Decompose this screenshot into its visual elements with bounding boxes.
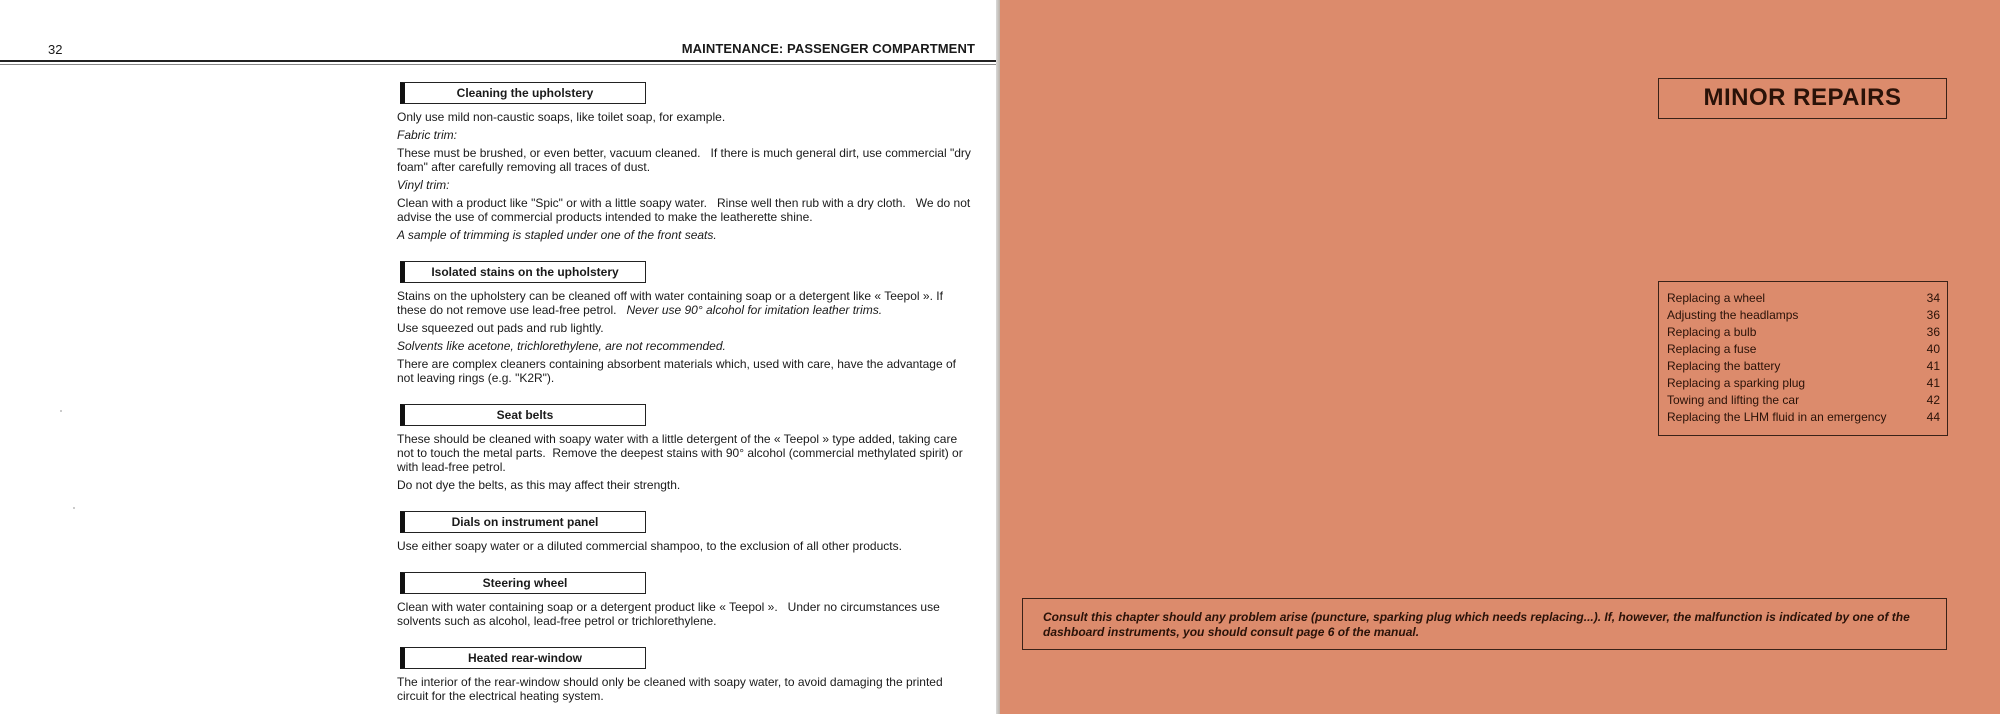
section [397, 404, 974, 492]
toc-item [1667, 307, 1940, 324]
left-page [0, 0, 996, 714]
toc-item-label: Adjusting the headlamps [1667, 308, 1799, 322]
toc-item [1667, 358, 1940, 375]
section-title: Cleaning the upholstery [400, 82, 646, 104]
section-title: Isolated stains on the upholstery [400, 261, 646, 283]
paragraph-italic-text: Never use 90° alcohol for imitation leather trims. [626, 303, 883, 317]
section-paragraph: Solvents like acetone, trichlorethylene, are not recommended. [397, 339, 726, 353]
toc-item-page: 34 [1926, 291, 1940, 305]
toc-item-page: 36 [1926, 308, 1940, 322]
section-paragraph [397, 289, 974, 317]
page-number: 32 [48, 42, 63, 57]
toc-item-page: 41 [1926, 376, 1940, 390]
section-paragraph: There are complex cleaners containing absorbent materials which, used with care, have the advantage of not leaving rings (e.g. "K2R"). [397, 357, 960, 385]
toc-item [1667, 375, 1940, 392]
table-of-contents [1658, 281, 1948, 436]
section-paragraph: Clean with a product like "Spic" or with a little soapy water. Rinse well then rub with a dry cloth. We do not advise the use of commercial products intended to make the leatherette shine. [397, 196, 974, 224]
toc-item-page: 41 [1926, 359, 1940, 373]
toc-item-label: Replacing the battery [1667, 359, 1781, 373]
margin-speck [60, 410, 62, 412]
header-rule-thin [0, 64, 996, 65]
section-title: Dials on instrument panel [400, 511, 646, 533]
section [397, 511, 974, 553]
toc-item [1667, 341, 1940, 358]
toc-item-page: 42 [1926, 393, 1940, 407]
section-paragraph: Vinyl trim: [397, 178, 450, 192]
right-page [1000, 0, 2000, 714]
toc-item-label: Replacing a sparking plug [1667, 376, 1806, 390]
toc-item-page: 44 [1926, 410, 1940, 424]
section-paragraph: A sample of trimming is stapled under one of the front seats. [397, 228, 717, 242]
toc-item [1667, 290, 1940, 307]
toc-item-label: Towing and lifting the car [1667, 393, 1800, 407]
section-title: Heated rear-window [400, 647, 646, 669]
toc-item [1667, 409, 1940, 426]
section [397, 82, 974, 242]
chapter-title: MINOR REPAIRS [1658, 78, 1947, 119]
paragraph-text: Stains on the upholstery can be cleaned off with water containing soap or a detergent like « Teepol ». If these do not remove use lead-free petrol. [397, 289, 947, 317]
toc-item [1667, 324, 1940, 341]
toc-item-label: Replacing the LHM fluid in an emergency [1667, 410, 1887, 424]
toc-item-page: 36 [1926, 325, 1940, 339]
section-paragraph: Use either soapy water or a diluted commercial shampoo, to the exclusion of all other products. [397, 539, 902, 553]
section-paragraph: Only use mild non-caustic soaps, like toilet soap, for example. [397, 110, 726, 124]
header-rule [0, 60, 996, 62]
section-title: Steering wheel [400, 572, 646, 594]
section-paragraph: These should be cleaned with soapy water with a little detergent of the « Teepol » type added, taking care not to touch the metal parts. Remove the deepest stains with 90° alcohol (commercial methylated spirit) or with lead-free petrol. [397, 432, 967, 474]
section-paragraph: Use squeezed out pads and rub lightly. [397, 321, 604, 335]
chapter-note: Consult this chapter should any problem arise (puncture, sparking plug which needs replacing...). If, however, the malfunction is indicated by one of the dashboard instruments, you should consult page 6 of the manual. [1022, 598, 1947, 650]
section-title: Seat belts [400, 404, 646, 426]
toc-item-label: Replacing a bulb [1667, 325, 1757, 339]
section-paragraph: The interior of the rear-window should only be cleaned with soapy water, to avoid damaging the printed circuit for the electrical heating system. [397, 675, 946, 703]
toc-item-label: Replacing a fuse [1667, 342, 1757, 356]
section-paragraph: These must be brushed, or even better, vacuum cleaned. If there is much general dirt, use commercial "dry foam" after carefully removing all traces of dust. [397, 146, 975, 174]
section-paragraph: Clean with water containing soap or a detergent product like « Teepol ». Under no circumstances use solvents such as alcohol, lead-free petrol or trichlorethylene. [397, 600, 944, 628]
toc-item-label: Replacing a wheel [1667, 291, 1766, 305]
section-paragraph: Do not dye the belts, as this may affect their strength. [397, 478, 681, 492]
section [397, 261, 974, 385]
toc-item [1667, 392, 1940, 409]
running-head: MAINTENANCE: PASSENGER COMPARTMENT [681, 41, 975, 56]
sections-column [397, 82, 974, 703]
section [397, 572, 974, 628]
section-paragraph: Fabric trim: [397, 128, 457, 142]
section [397, 647, 974, 703]
margin-speck [73, 507, 75, 509]
toc-item-page: 40 [1926, 342, 1940, 356]
